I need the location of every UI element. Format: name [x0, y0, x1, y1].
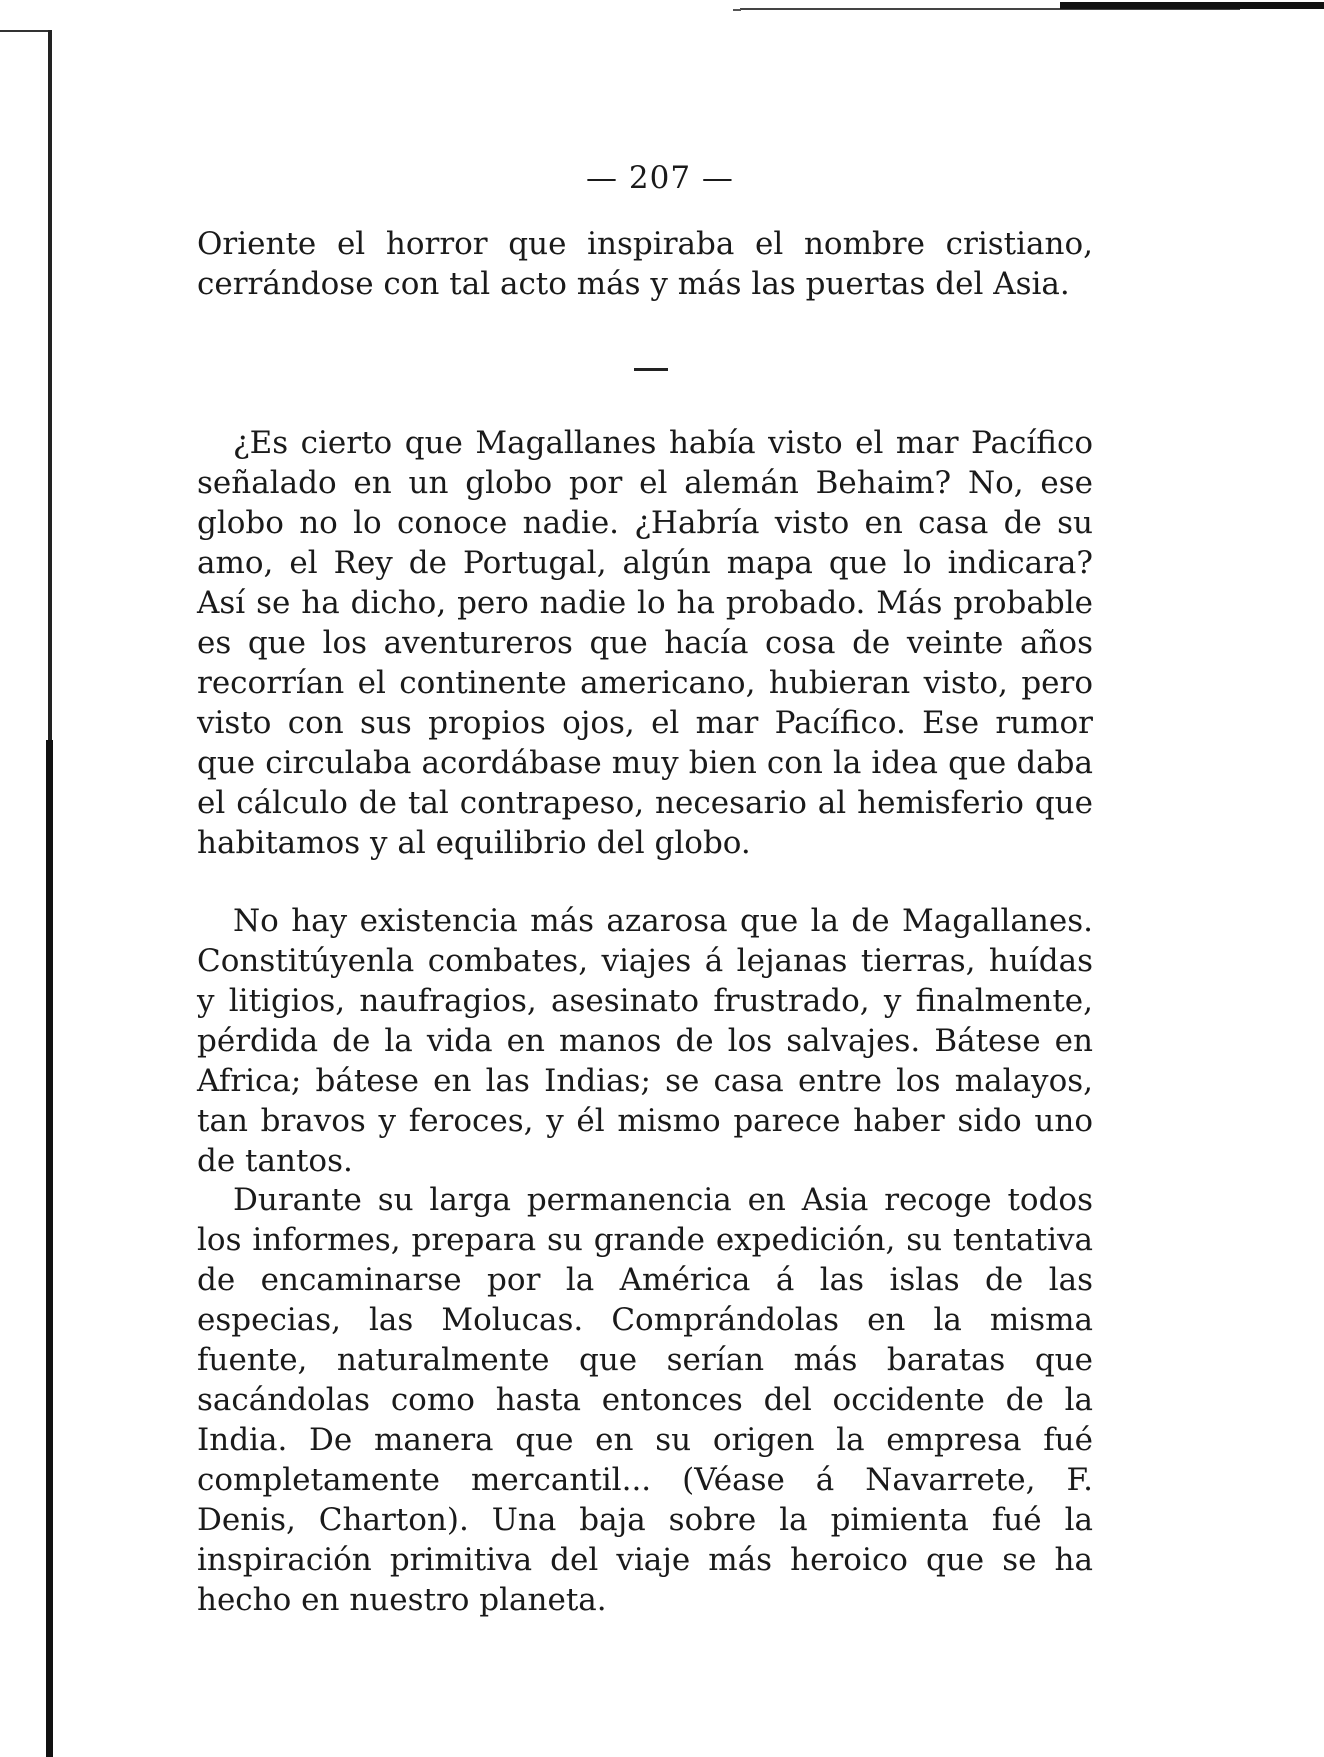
- paragraph-permanencia-asia: Durante su larga permanencia en Asia recoge todos los informes, prepara su grande expedición, su tentativa de encaminarse por la América á las islas de las especias, las Molucas. Comprándolas en la misma fuente, naturalmente que serían más baratas que sacándolas como hasta entonces del occidente de la India. De manera que en su origen la empresa fué completamente mercantil... (Véase á Navarrete, F. Denis, Charton). Una baja sobre la pimienta fué la inspiración primitiva del viaje más heroico que se ha hecho en nuestro planeta.: [197, 1182, 1093, 1618]
- scan-edge-rule-thick: [1060, 2, 1324, 9]
- scan-edge-tick: [0, 30, 52, 32]
- page-binding-shadow: [46, 740, 53, 1757]
- section-separator: [634, 368, 668, 371]
- paragraph-magallanes-pacifico: ¿Es cierto que Magallanes había visto el mar Pacífico señalado en un globo por el alemán Behaim? No, ese globo no lo conoce nadie. ¿Habría visto en casa de su amo, el Rey de Portugal, algún mapa que lo indicara? Así se ha dicho, pero nadie lo ha probado. Más probable es que los aventureros que hacía cosa de veinte años recorrían el continente americano, hubieran visto, pero visto con sus propios ojos, el mar Pacífico. Ese rumor que circulaba acordábase muy bien con la idea que daba el cálculo de tal contrapeso, necesario al hemisferio que habitamos y al equilibrio del globo.: [197, 425, 1093, 861]
- paragraph-continuation: Oriente el horror que inspiraba el nombre cristiano, cerrándose con tal acto más y más las puertas del Asia.: [197, 226, 1093, 302]
- scan-edge-dash: [733, 9, 741, 11]
- page-number: — 207 —: [586, 160, 734, 196]
- paragraph-existencia-azarosa: No hay existencia más azarosa que la de Magallanes. Constitúyenla combates, viajes á lejanas tierras, huídas y litigios, naufragios, asesinato frustrado, y finalmente, pérdida de la vida en manos de los salvajes. Bátese en Africa; bátese en las Indias; se casa entre los malayos, tan bravos y feroces, y él mismo parece haber sido uno de tantos.: [197, 903, 1093, 1179]
